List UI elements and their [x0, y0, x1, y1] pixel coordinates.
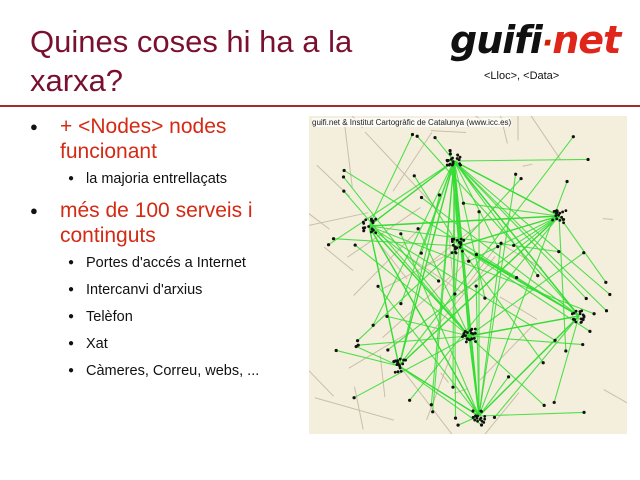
sub-bullet	[68, 335, 310, 353]
network-node	[420, 252, 423, 255]
network-node	[476, 417, 479, 420]
network-node	[394, 371, 397, 374]
network-link	[494, 316, 579, 417]
network-node	[458, 158, 461, 161]
network-node	[437, 279, 440, 282]
network-node	[462, 239, 465, 242]
bullet-list	[30, 114, 310, 389]
network-node	[456, 239, 459, 242]
network-link	[399, 366, 479, 416]
network-node	[343, 169, 346, 172]
network-link	[399, 137, 573, 366]
network-node	[581, 318, 584, 321]
network-node	[574, 321, 577, 324]
network-node	[555, 209, 558, 212]
network-link	[336, 350, 399, 366]
network-node	[454, 417, 457, 420]
network-link	[344, 191, 469, 336]
network-node	[483, 297, 486, 300]
network-node	[579, 310, 582, 313]
logo-right-text: net	[552, 18, 621, 62]
network-node	[608, 293, 611, 296]
network-node	[416, 135, 419, 138]
network-node	[342, 175, 345, 178]
network-node	[335, 349, 338, 352]
network-node	[399, 302, 402, 305]
network-node	[586, 158, 589, 161]
network-node	[499, 242, 502, 245]
network-node	[352, 396, 355, 399]
network-node	[560, 216, 563, 219]
network-link	[356, 347, 399, 366]
network-node	[416, 227, 419, 230]
map-road	[431, 131, 466, 133]
network-node	[385, 315, 388, 318]
network-link	[454, 159, 588, 161]
network-node	[483, 415, 486, 418]
network-map-graphic	[309, 116, 627, 434]
network-node	[493, 416, 496, 419]
bullet-mark: ●	[68, 311, 75, 322]
network-link	[399, 366, 482, 425]
network-node	[475, 253, 478, 256]
map-road	[507, 116, 561, 159]
network-node	[572, 135, 575, 138]
network-node	[507, 375, 510, 378]
sub-bullet	[68, 281, 310, 299]
map-road	[344, 122, 352, 188]
network-link	[469, 253, 584, 336]
bullet-mark: ●	[30, 119, 38, 134]
network-link	[559, 216, 606, 282]
network-node	[370, 218, 373, 221]
network-node	[542, 361, 545, 364]
network-node	[327, 243, 330, 246]
network-link	[479, 412, 584, 416]
network-node	[605, 309, 608, 312]
sub-bullet-text: Càmeres, Correu, webs, ...	[86, 363, 260, 379]
network-node	[396, 359, 399, 362]
network-node	[553, 339, 556, 342]
sub-bullet-text: Portes d'accés a Internet	[86, 255, 246, 271]
network-node	[562, 221, 565, 224]
network-node	[430, 403, 433, 406]
map-road	[523, 164, 533, 166]
network-link	[369, 226, 399, 366]
network-node	[402, 359, 405, 362]
network-node	[472, 332, 475, 335]
network-node	[451, 164, 454, 167]
network-node	[561, 211, 564, 214]
network-node	[479, 418, 482, 421]
network-node	[477, 210, 480, 213]
network-node	[451, 386, 454, 389]
network-node	[543, 404, 546, 407]
map-road	[324, 247, 353, 271]
network-node	[470, 328, 473, 331]
network-link	[354, 336, 469, 398]
network-node	[364, 218, 367, 221]
sub-bullet	[68, 308, 310, 326]
network-node	[456, 154, 459, 157]
network-node	[354, 243, 357, 246]
network-node	[483, 418, 486, 421]
network-node	[585, 297, 588, 300]
network-node	[480, 423, 483, 426]
network-node	[357, 344, 360, 347]
network-node	[551, 219, 554, 222]
network-node	[554, 214, 557, 217]
map-credit: guifi.net & Institut Cartogràfic de Catalunya (www.icc.es)	[312, 118, 512, 127]
network-node	[466, 331, 469, 334]
network-node	[588, 330, 591, 333]
bullet-mark: ●	[68, 173, 75, 184]
network-node	[562, 218, 565, 221]
network-node	[475, 285, 478, 288]
network-node	[473, 337, 476, 340]
network-node	[469, 338, 472, 341]
slide-title: Quines coses hi ha a la xarxa?	[30, 24, 353, 98]
network-node	[342, 190, 345, 193]
network-node	[461, 335, 464, 338]
network-node	[363, 226, 366, 229]
network-node	[582, 411, 585, 414]
network-node	[376, 285, 379, 288]
network-node	[459, 156, 462, 159]
network-node	[411, 133, 414, 136]
map-road	[441, 373, 449, 383]
network-node	[408, 399, 411, 402]
network-node	[453, 292, 456, 295]
network-node	[519, 177, 522, 180]
network-node	[474, 328, 477, 331]
network-node	[438, 193, 441, 196]
sub-bullet	[68, 170, 310, 188]
network-node	[514, 173, 517, 176]
network-node	[496, 245, 499, 248]
network-node	[362, 229, 365, 232]
network-node	[473, 419, 476, 422]
network-node	[582, 251, 585, 254]
network-node	[451, 251, 454, 254]
network-node	[399, 367, 402, 370]
network-node	[433, 136, 436, 139]
network-node	[367, 225, 370, 228]
network-node	[582, 313, 585, 316]
network-node	[558, 219, 561, 222]
network-node	[420, 196, 423, 199]
title-divider	[0, 105, 640, 107]
sub-bullet-text: la majoria entrellaçats	[86, 171, 228, 187]
network-link	[454, 161, 559, 216]
network-node	[431, 410, 434, 413]
network-node	[398, 363, 401, 366]
bullet-mark: ●	[30, 203, 38, 218]
network-node	[393, 360, 396, 363]
network-node	[557, 250, 560, 253]
bullet-mark: ●	[68, 365, 75, 376]
network-node	[399, 358, 402, 361]
network-node	[461, 250, 464, 253]
network-node	[580, 321, 583, 324]
bullet-nodes-text: + <Nodes> nodes funcionant	[60, 115, 227, 163]
network-node	[332, 237, 335, 240]
sub-bullet-text: Xat	[86, 336, 108, 352]
network-node	[462, 202, 465, 205]
bullet-mark: ●	[68, 284, 75, 295]
bullet-nodes	[30, 114, 310, 164]
network-node	[474, 340, 477, 343]
network-node	[374, 231, 377, 234]
network-link	[369, 134, 412, 226]
network-node	[459, 243, 462, 246]
map-road	[604, 390, 627, 412]
network-node	[465, 341, 468, 344]
network-node	[555, 217, 558, 220]
network-node	[564, 349, 567, 352]
network-node	[356, 339, 359, 342]
network-node	[448, 164, 451, 167]
network-node	[467, 260, 470, 263]
network-node	[362, 222, 365, 225]
network-node	[592, 312, 595, 315]
network-node	[397, 370, 400, 373]
network-node	[451, 238, 454, 241]
network-node	[372, 229, 375, 232]
bullet-services-text: més de 100 serveis i continguts	[60, 199, 253, 247]
network-node	[581, 343, 584, 346]
guifi-net-logo	[450, 18, 620, 66]
network-node	[573, 312, 576, 315]
network-node	[372, 324, 375, 327]
network-node	[573, 318, 576, 321]
network-node	[456, 424, 459, 427]
network-node	[472, 409, 475, 412]
bullet-mark: ●	[68, 338, 75, 349]
network-node	[455, 252, 458, 255]
network-node	[474, 414, 477, 417]
sub-bullet	[68, 254, 310, 272]
network-node	[536, 274, 539, 277]
network-node	[564, 209, 567, 212]
network-node	[515, 276, 518, 279]
network-node	[401, 363, 404, 366]
network-link	[358, 336, 469, 345]
network-node	[557, 214, 560, 217]
map-road	[309, 327, 334, 396]
network-node	[460, 238, 463, 241]
sub-bullet	[68, 362, 310, 380]
logo-dot: ·	[541, 26, 553, 61]
sub-bullet-text: Intercanvi d'arxius	[86, 282, 203, 298]
network-node	[449, 152, 452, 155]
network-node	[413, 174, 416, 177]
network-node	[400, 370, 403, 373]
network-node	[386, 348, 389, 351]
place-date-placeholder: <Lloc>, <Data>	[484, 70, 560, 82]
network-node	[553, 210, 556, 213]
sub-bullet-text: Telèfon	[86, 309, 133, 325]
network-map	[309, 116, 627, 434]
network-node	[553, 401, 556, 404]
network-node	[459, 246, 462, 249]
network-node	[446, 160, 449, 163]
network-node	[565, 180, 568, 183]
network-node	[399, 232, 402, 235]
map-road	[603, 219, 613, 220]
network-node	[479, 410, 482, 413]
network-node	[604, 281, 607, 284]
network-node	[454, 246, 457, 249]
map-road	[315, 398, 394, 420]
network-node	[476, 420, 479, 423]
logo-left-text: guifi	[450, 18, 542, 62]
bullet-services	[30, 198, 310, 248]
network-node	[448, 149, 451, 152]
network-node	[472, 416, 475, 419]
network-node	[575, 310, 578, 313]
network-node	[450, 158, 453, 161]
network-node	[458, 162, 461, 165]
bullet-mark: ●	[68, 257, 75, 268]
network-node	[374, 218, 377, 221]
network-node	[512, 244, 515, 247]
